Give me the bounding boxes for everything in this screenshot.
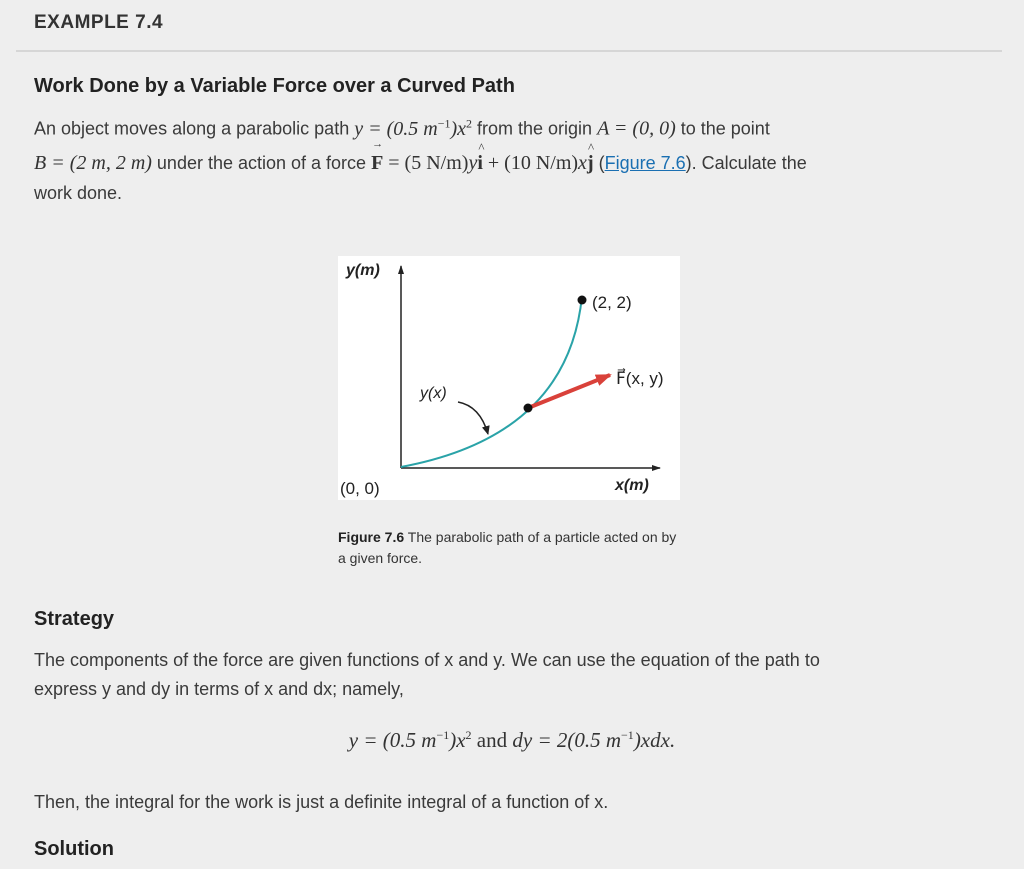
force-label: F⃗(x, y) [616,369,664,388]
y-axis-label: y(m) [346,262,380,279]
problem-text-4: under the action of a force [151,153,372,173]
parabolic-curve [401,296,582,467]
figure-link[interactable]: Figure 7.6 [604,153,686,173]
caption-label: Figure 7.6 [338,529,405,545]
origin-equation: A = (0, 0) [597,117,676,140]
figure-caption [338,527,678,569]
end-point [578,296,587,305]
problem-line-1 [34,116,770,141]
problem-text-2: from the origin [472,118,598,139]
strategy-line-2: express y and dy in terms of x and dx; namely, [34,679,404,699]
x-axis-label: x(m) [615,477,649,494]
strategy-heading: Strategy [34,608,115,630]
force-point [524,404,533,413]
curve-pointer-arrow [458,402,488,434]
path-equation: y = (0.5 $m^{-1})x^2$ [354,116,473,140]
force-equation: → F = (5 N/m)y^ i + (10 N/m)x^ j [371,152,594,174]
section-title: Work Done by a Variable Force over a Curved Path [34,75,515,97]
end-point-label: (2, 2) [592,293,632,312]
origin-label: (0, 0) [340,479,380,498]
problem-line-2: B = (2 m, 2 m) under the action of a force → F = (5 N/m)y^ i + (10 N/m)x^ j (Figure 7.6). Calculate the [34,151,807,175]
problem-text-3: to the point [675,118,770,139]
figure-diagram [338,256,680,500]
parabolic-path-figure [338,256,680,500]
strategy-line-3: Then, the integral for the work is just a definite integral of a function of x. [34,792,609,812]
strategy-line-1: The components of the force are given functions of x and y. We can use the equation of the path to [34,650,820,670]
caption-text: The parabolic path of a particle acted on by a given force. [338,529,677,566]
point-b-equation: B = (2 m, 2 m) [34,152,152,174]
divider [16,50,1002,52]
solution-heading: Solution [34,838,114,860]
curve-label: y(x) [420,385,447,402]
strategy-equation: y = (0.5 $m^{-1})x^2$ and dy = 2(0.5 $m^{-1})xdx$. [348,728,676,752]
problem-line-3: work done. [34,183,123,203]
example-label: EXAMPLE 7.4 [34,12,164,33]
force-arrow [528,375,610,408]
problem-text-1: An object moves along a parabolic path [34,118,355,139]
